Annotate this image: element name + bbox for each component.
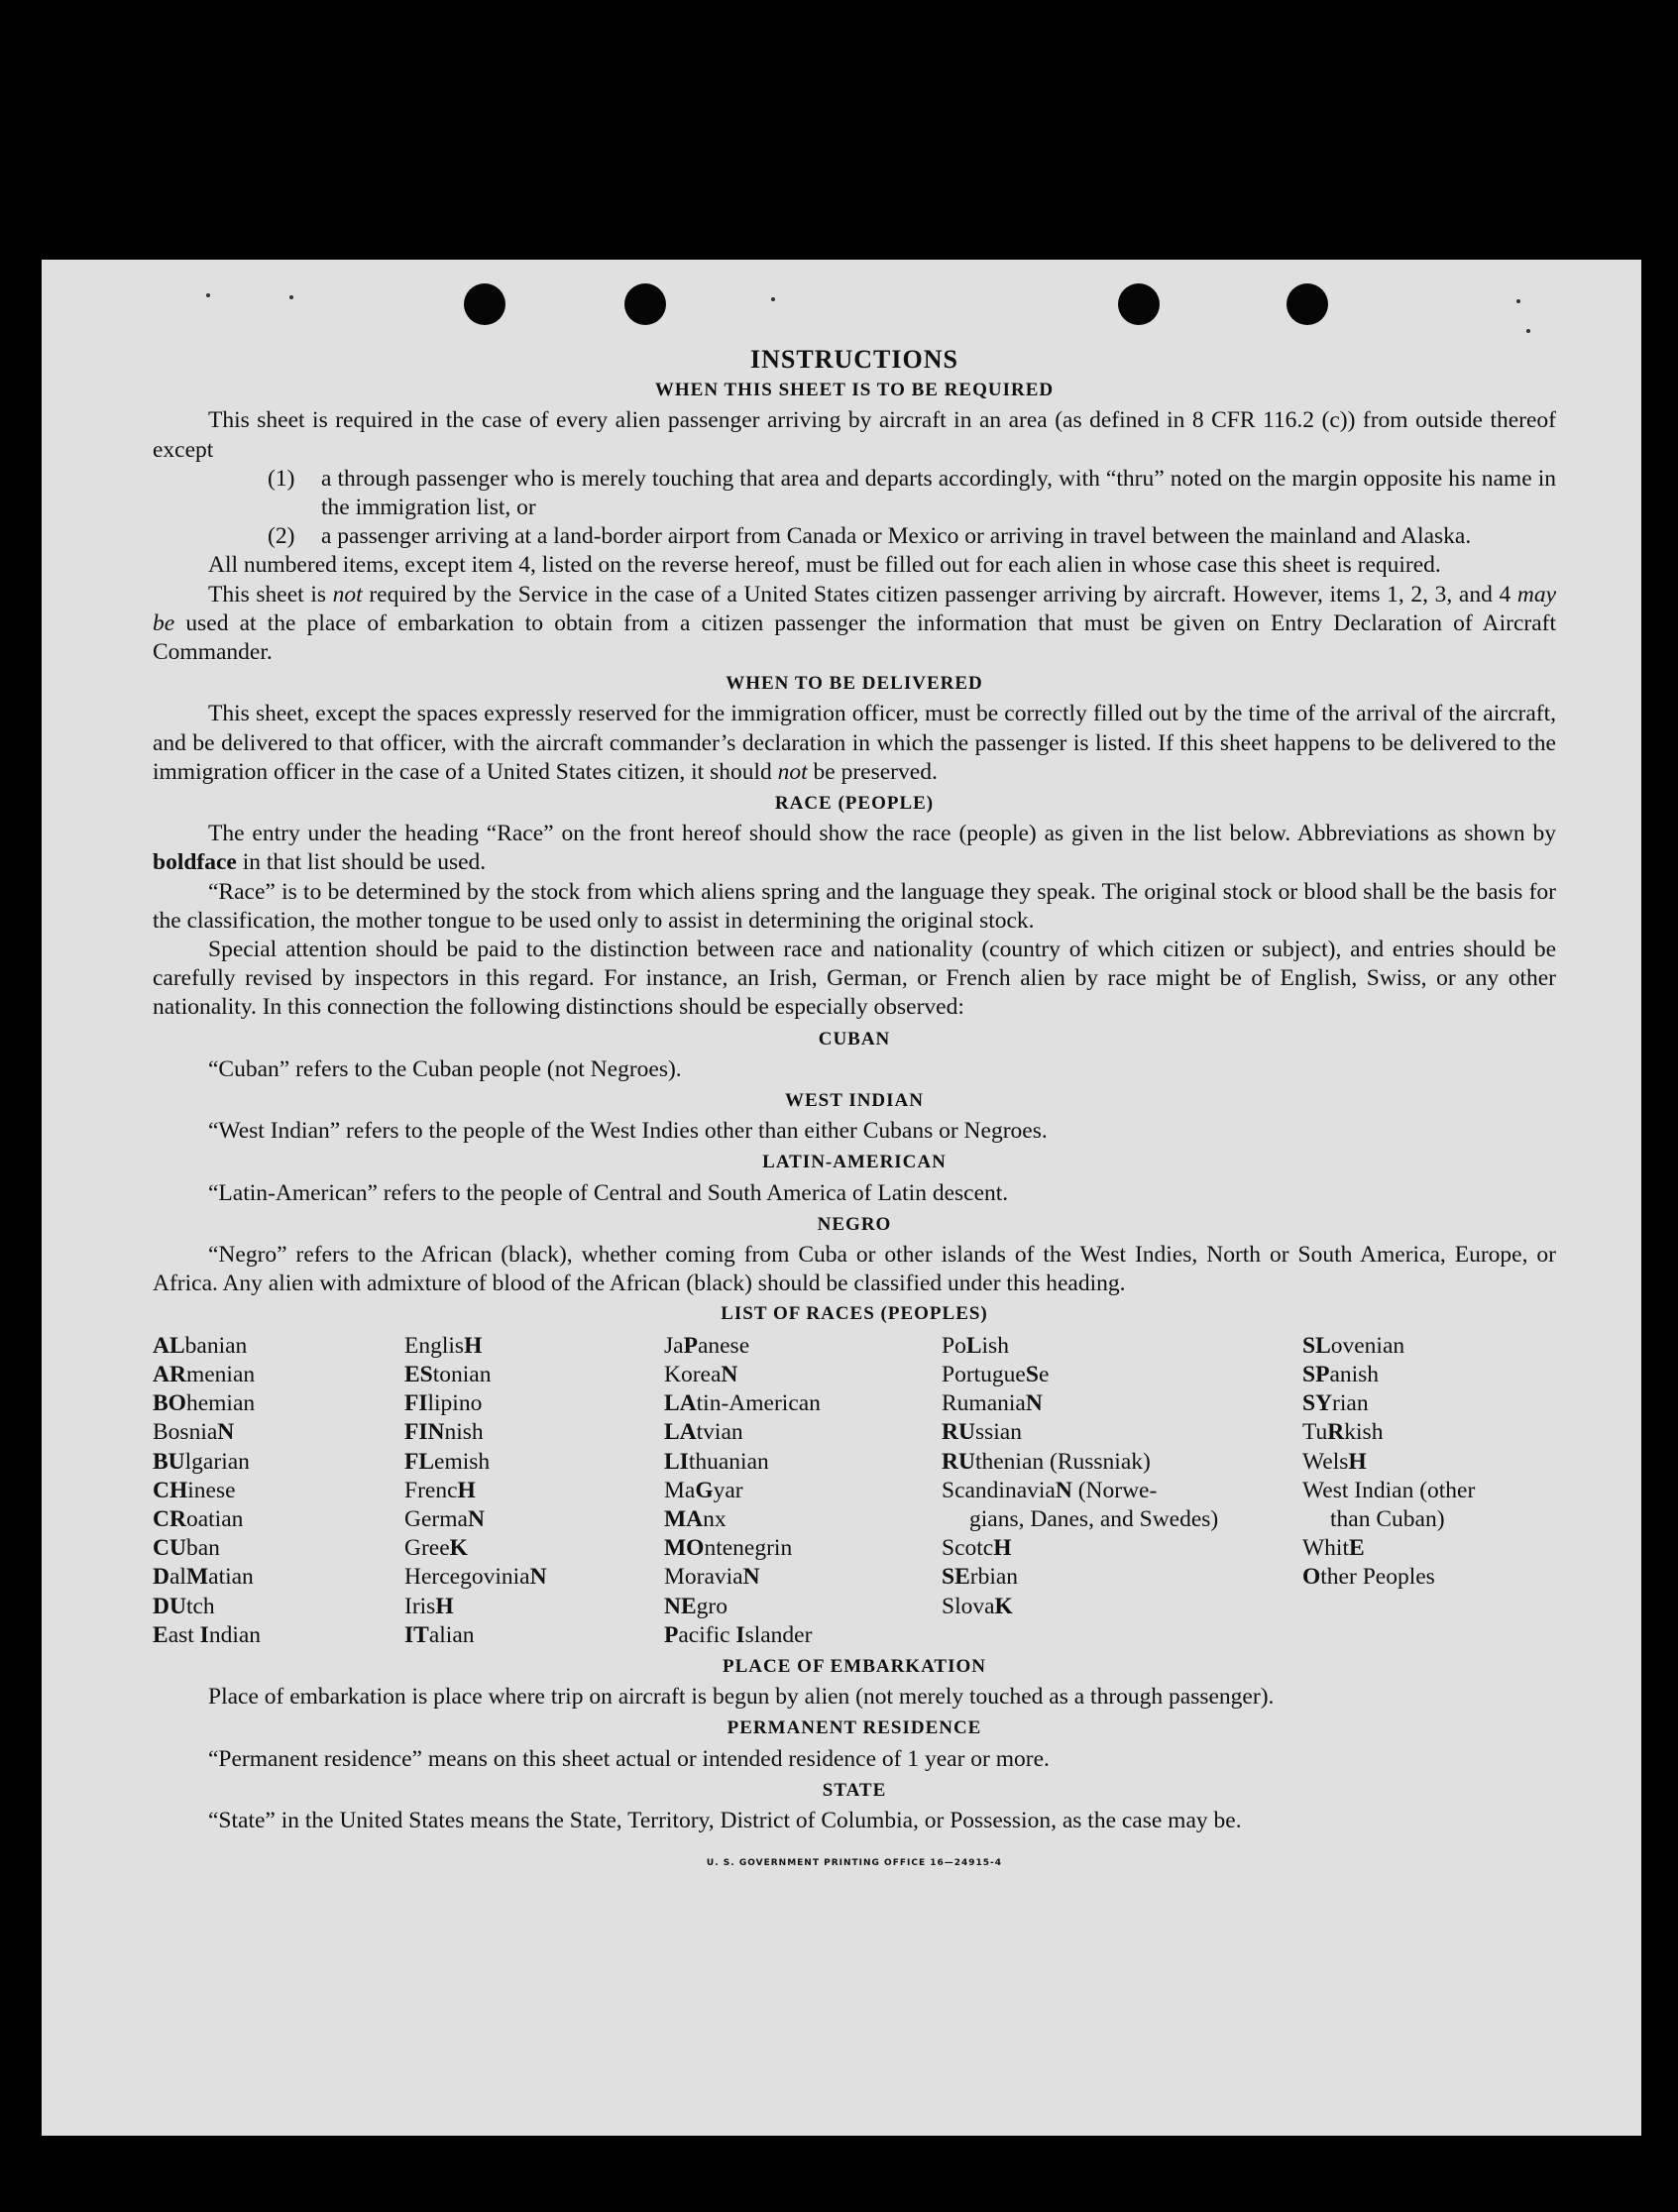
instructions-content <box>153 345 1556 1878</box>
item-text: a through passenger who is merely touching that area and departs accordingly, with “thru” noted on the margin opposite his name in the immigration list, or <box>321 465 1556 521</box>
paragraph: “Latin-American” refers to the people of Central and South America of Latin descent. <box>208 1179 1009 1206</box>
speck <box>771 297 775 301</box>
section-heading: NEGRO <box>817 1213 892 1235</box>
race-entry-continuation: than Cuban) <box>1330 1505 1445 1532</box>
punch-hole <box>1286 283 1328 325</box>
race-entry: MAnx <box>664 1505 727 1532</box>
item-number: (1) <box>268 465 295 492</box>
race-entry: SlovaK <box>942 1593 1013 1619</box>
race-entry: CUban <box>153 1535 220 1562</box>
race-entry: ScotcH <box>942 1535 1012 1562</box>
race-entry: IrisH <box>404 1593 454 1619</box>
paragraph: This sheet, except the spaces expressly reserved for the immigration officer, must be correctly filled out by the time of the arrival of the aircraft, and be delivered to that officer, with the aircraft commander’s declaration in which the passenger is listed. If this sheet happens to be delivered to the immigration officer in the case of a United States citizen, it should not be preserved. <box>153 701 1556 785</box>
speck <box>1526 329 1530 333</box>
section-heading: LATIN-AMERICAN <box>762 1152 947 1173</box>
race-entry: RumaniaN <box>942 1390 1043 1417</box>
race-entry: LIthuanian <box>664 1448 769 1475</box>
race-entry: DUtch <box>153 1593 215 1619</box>
paragraph: “Negro” refers to the African (black), whether coming from Cuba or other islands of the West Indies, North or South America, Europe, or Africa. Any alien with admixture of blood of the African (black) should be classified under this heading. <box>153 1242 1556 1297</box>
paragraph: Place of embarkation is place where trip on aircraft is begun by alien (not merely touched as a through passenger). <box>208 1684 1275 1711</box>
punch-hole <box>624 283 666 325</box>
race-entry: FIlipino <box>404 1390 483 1417</box>
race-entry: EnglisH <box>404 1332 483 1359</box>
race-entry: FrencH <box>404 1477 476 1503</box>
race-entry: LAtvian <box>664 1419 743 1446</box>
race-entry: DalMatian <box>153 1564 254 1591</box>
race-entry: SYrian <box>1302 1390 1369 1417</box>
race-entry: BUlgarian <box>153 1448 250 1475</box>
race-entry: MaGyar <box>664 1477 743 1503</box>
speck <box>289 295 293 299</box>
races-column <box>1302 1332 1552 1650</box>
paragraph: “West Indian” refers to the people of the West Indies other than either Cubans or Negroes. <box>208 1118 1048 1145</box>
paragraph: This sheet is required in the case of every alien passenger arriving by aircraft in an area (as defined in 8 CFR 116.2 (c)) from outside thereof except <box>153 407 1556 463</box>
race-entry-continuation: gians, Danes, and Swedes) <box>969 1505 1219 1532</box>
race-entry: NEgro <box>664 1593 727 1619</box>
punch-hole <box>1118 283 1160 325</box>
paragraph: Special attention should be paid to the distinction between race and nationality (country of which citizen or subject), and entries should be carefully revised by inspectors in this regard. For instance, an Irish, German, or French alien by race might be of English, Swiss, or any other nationality. In this connection the following distinctions should be especially observed: <box>153 937 1556 1021</box>
race-entry: SLovenian <box>1302 1332 1405 1359</box>
printing-office-imprint: U. S. GOVERNMENT PRINTING OFFICE 16—24915-4 <box>706 1858 1003 1869</box>
race-entry: SErbian <box>942 1564 1019 1591</box>
race-entry: CRoatian <box>153 1505 244 1532</box>
race-entry: WhitE <box>1302 1535 1365 1562</box>
item-number: (2) <box>268 523 295 550</box>
race-entry: FINnish <box>404 1419 484 1446</box>
race-entry: GermaN <box>404 1505 485 1532</box>
section-heading: WEST INDIAN <box>785 1090 924 1112</box>
numbered-item <box>268 465 1556 522</box>
races-column <box>664 1332 942 1650</box>
race-entry: Other Peoples <box>1302 1564 1435 1591</box>
paragraph: “Cuban” refers to the Cuban people (not Negroes). <box>208 1055 682 1082</box>
race-entry: ScandinaviaN (Norwe- <box>942 1477 1158 1503</box>
race-entry: PortugueSe <box>942 1361 1050 1387</box>
race-entry: MoraviaN <box>664 1564 760 1591</box>
race-entry: HercegoviniaN <box>404 1564 547 1591</box>
race-entry: Pacific Islander <box>664 1621 813 1648</box>
race-entry: CHinese <box>153 1477 236 1503</box>
item-text: a passenger arriving at a land-border airport from Canada or Mexico or arriving in travel between the mainland and Alaska. <box>321 523 1472 550</box>
race-entry: East Indian <box>153 1621 262 1648</box>
race-entry: KoreaN <box>664 1361 738 1387</box>
race-entry: ITalian <box>404 1621 475 1648</box>
paragraph: All numbered items, except item 4, listed on the reverse hereof, must be filled out for each alien in whose case this sheet is required. <box>208 552 1441 579</box>
race-entry: GreeK <box>404 1535 468 1562</box>
race-entry: FLemish <box>404 1448 491 1475</box>
section-heading: WHEN TO BE DELIVERED <box>726 673 983 695</box>
race-entry: RUssian <box>942 1419 1022 1446</box>
race-entry: West Indian (other <box>1302 1477 1476 1503</box>
page-title: INSTRUCTIONS <box>750 345 958 374</box>
section-heading: LIST OF RACES (PEOPLES) <box>721 1302 988 1324</box>
section-heading: CUBAN <box>818 1028 891 1050</box>
race-entry: JaPanese <box>664 1332 750 1359</box>
race-entry: ALbanian <box>153 1332 248 1359</box>
paragraph: “Race” is to be determined by the stock from which aliens spring and the language they speak. The original stock or blood shall be the basis for the classification, the mother tongue to be used only to assist in determining the original stock. <box>153 878 1556 934</box>
race-entry: TuRkish <box>1302 1419 1384 1446</box>
race-entry: WelsH <box>1302 1448 1367 1475</box>
race-entry: PoLish <box>942 1332 1009 1359</box>
race-entry: LAtin-American <box>664 1390 821 1417</box>
race-entry: ARmenian <box>153 1361 256 1387</box>
paragraph: The entry under the heading “Race” on the front hereof should show the race (people) as given in the list below. Abbreviations as shown by boldface in that list should be used. <box>153 821 1556 876</box>
races-column <box>404 1332 664 1650</box>
races-column <box>153 1332 404 1650</box>
paragraph: “Permanent residence” means on this sheet actual or intended residence of 1 year or more. <box>208 1745 1050 1772</box>
paragraph: This sheet is not required by the Service in the case of a United States citizen passenger arriving by aircraft. However, items 1, 2, 3, and 4 may be used at the place of embarkation to obtain from a citizen passenger the information that must be given on Entry Declaration of Aircraft Commander. <box>153 581 1556 666</box>
section-heading: WHEN THIS SHEET IS TO BE REQUIRED <box>654 380 1055 401</box>
numbered-item <box>268 522 1556 551</box>
race-entry: BOhemian <box>153 1390 256 1417</box>
section-heading: PERMANENT RESIDENCE <box>727 1717 982 1739</box>
race-entry: RUthenian (Russniak) <box>942 1448 1151 1475</box>
section-heading: PLACE OF EMBARKATION <box>723 1655 986 1677</box>
section-heading: RACE (PEOPLE) <box>774 793 935 815</box>
paragraph: “State” in the United States means the State, Territory, District of Columbia, or Possession, as the case may be. <box>208 1807 1242 1833</box>
race-entry: SPanish <box>1302 1361 1380 1387</box>
speck <box>1516 299 1520 303</box>
races-column <box>942 1332 1223 1650</box>
punch-hole <box>464 283 505 325</box>
speck <box>206 293 210 297</box>
race-entry: MOntenegrin <box>664 1535 793 1562</box>
race-entry: EStonian <box>404 1361 492 1387</box>
race-entry: BosniaN <box>153 1419 235 1446</box>
races-list <box>153 1332 1556 1650</box>
section-heading: STATE <box>822 1779 887 1801</box>
